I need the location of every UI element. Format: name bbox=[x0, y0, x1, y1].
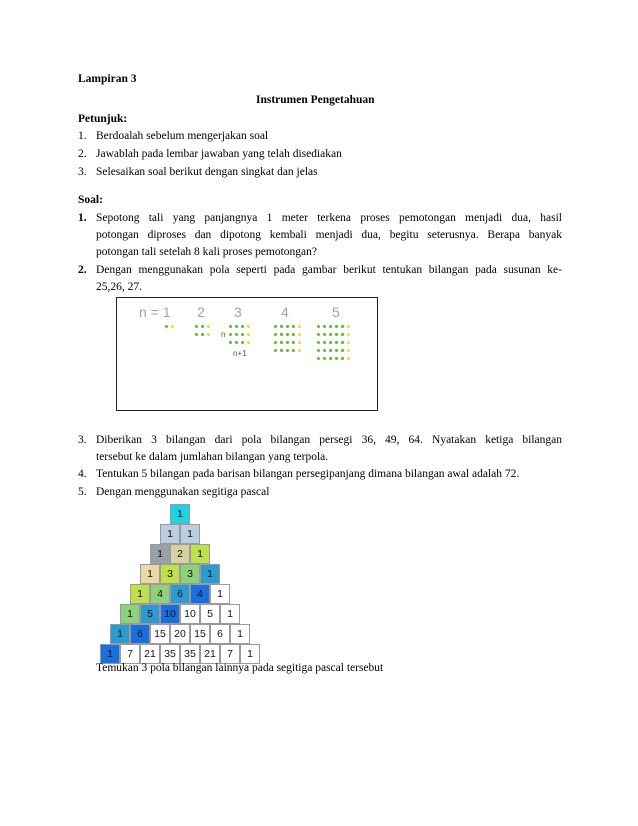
q4-num: 4. bbox=[78, 468, 87, 480]
pascal-cell: 2 bbox=[170, 544, 190, 564]
pascal-cell: 1 bbox=[100, 644, 120, 664]
pattern-dot bbox=[274, 325, 277, 328]
pattern-dot bbox=[247, 333, 250, 336]
pascal-cell: 1 bbox=[200, 564, 220, 584]
pattern-annot-n1: n+1 bbox=[233, 349, 247, 358]
pattern-dot bbox=[347, 357, 350, 360]
pascal-cell: 35 bbox=[160, 644, 180, 664]
pattern-dot bbox=[317, 333, 320, 336]
pattern-dot bbox=[201, 333, 204, 336]
dot-pattern-figure bbox=[116, 297, 378, 411]
pascal-cell: 21 bbox=[200, 644, 220, 664]
pattern-dot bbox=[292, 341, 295, 344]
pattern-label-n1: n = 1 bbox=[139, 304, 171, 320]
pascal-cell: 1 bbox=[110, 624, 130, 644]
q4-text: Tentukan 5 bilangan pada barisan bilangan persegipanjang dimana bilangan awal adalah 72. bbox=[96, 468, 520, 480]
pascal-cell: 4 bbox=[190, 584, 210, 604]
pascal-cell: 1 bbox=[230, 624, 250, 644]
pattern-dot bbox=[229, 341, 232, 344]
pattern-dot bbox=[329, 341, 332, 344]
petunjuk-num-3: 3. bbox=[78, 166, 87, 178]
pattern-dot bbox=[274, 349, 277, 352]
pascal-cell: 1 bbox=[120, 604, 140, 624]
pattern-dot bbox=[241, 341, 244, 344]
petunjuk-num-1: 1. bbox=[78, 130, 87, 142]
q1-line-2: potongan diproses dan dipotong kembali menjadi dua, begitu seterusnya. Berapa banyak bbox=[96, 229, 562, 241]
pattern-dot bbox=[298, 325, 301, 328]
pattern-dot bbox=[298, 341, 301, 344]
pascal-cell: 1 bbox=[210, 584, 230, 604]
pascal-cell: 7 bbox=[120, 644, 140, 664]
pattern-dot bbox=[323, 341, 326, 344]
pattern-dot bbox=[292, 325, 295, 328]
pascal-cell: 3 bbox=[160, 564, 180, 584]
pascal-cell: 6 bbox=[210, 624, 230, 644]
pattern-dot bbox=[335, 349, 338, 352]
pascal-cell: 7 bbox=[220, 644, 240, 664]
pattern-dot bbox=[335, 333, 338, 336]
pattern-dot bbox=[286, 349, 289, 352]
pattern-dot bbox=[323, 357, 326, 360]
pattern-dot bbox=[341, 325, 344, 328]
pascal-cell: 20 bbox=[170, 624, 190, 644]
pattern-dot bbox=[171, 325, 174, 328]
pattern-dot bbox=[241, 333, 244, 336]
q5-followup: Temukan 3 pola bilangan lainnya pada segitiga pascal tersebut bbox=[96, 662, 384, 674]
q3-line-2: tersebut ke dalam jumlahan bilangan yang terpola. bbox=[96, 451, 329, 463]
pattern-dot bbox=[292, 333, 295, 336]
pattern-dot bbox=[329, 325, 332, 328]
q5-text: Dengan menggunakan segitiga pascal bbox=[96, 486, 270, 498]
pattern-dot bbox=[280, 325, 283, 328]
petunjuk-item-1: Berdoalah sebelum mengerjakan soal bbox=[96, 130, 269, 142]
pattern-label-2: 2 bbox=[197, 304, 205, 320]
q1-line-3: potongan tali setelah 8 kali proses pemotongan? bbox=[96, 246, 317, 258]
pattern-label-3: 3 bbox=[234, 304, 242, 320]
pascal-cell: 3 bbox=[180, 564, 200, 584]
pattern-dot bbox=[286, 325, 289, 328]
pattern-dot bbox=[247, 341, 250, 344]
pattern-dot bbox=[286, 341, 289, 344]
pascal-cell: 1 bbox=[180, 524, 200, 544]
pascal-cell: 1 bbox=[240, 644, 260, 664]
q3-num: 3. bbox=[78, 434, 87, 446]
pattern-dot bbox=[274, 341, 277, 344]
pascal-cell: 1 bbox=[170, 504, 190, 524]
pattern-label-4: 4 bbox=[281, 304, 289, 320]
pascal-cell: 1 bbox=[150, 544, 170, 564]
pattern-dot bbox=[329, 349, 332, 352]
pattern-dot bbox=[317, 325, 320, 328]
pattern-dot bbox=[329, 357, 332, 360]
pattern-dot bbox=[195, 333, 198, 336]
pattern-dot bbox=[201, 325, 204, 328]
pattern-dot bbox=[195, 325, 198, 328]
pattern-dot bbox=[298, 349, 301, 352]
q1-line-1: Sepotong tali yang panjangnya 1 meter terkena proses pemotongan menjadi dua, hasil bbox=[96, 212, 562, 224]
pattern-dot bbox=[317, 341, 320, 344]
pascal-cell: 1 bbox=[190, 544, 210, 564]
q2-line-2: 25,26, 27. bbox=[96, 281, 142, 293]
q3-line-1: Diberikan 3 bilangan dari pola bilangan persegi 36, 49, 64. Nyatakan ketiga bilangan bbox=[96, 434, 562, 446]
document-title: Instrumen Pengetahuan bbox=[256, 94, 375, 106]
pascal-cell: 1 bbox=[130, 584, 150, 604]
pascal-cell: 1 bbox=[160, 524, 180, 544]
pattern-dot bbox=[347, 333, 350, 336]
pattern-dot bbox=[341, 341, 344, 344]
pattern-dot bbox=[317, 357, 320, 360]
pattern-dot bbox=[207, 325, 210, 328]
pattern-dot bbox=[207, 333, 210, 336]
pascal-cell: 15 bbox=[190, 624, 210, 644]
petunjuk-item-2: Jawablah pada lembar jawaban yang telah disediakan bbox=[96, 148, 342, 160]
pattern-dot bbox=[229, 325, 232, 328]
pascal-cell: 4 bbox=[150, 584, 170, 604]
pascal-cell: 5 bbox=[200, 604, 220, 624]
petunjuk-item-3: Selesaikan soal berikut dengan singkat dan jelas bbox=[96, 166, 318, 178]
pascal-cell: 10 bbox=[160, 604, 180, 624]
pattern-dot bbox=[341, 357, 344, 360]
pascal-cell: 15 bbox=[150, 624, 170, 644]
pattern-dot bbox=[280, 341, 283, 344]
pattern-dot bbox=[335, 341, 338, 344]
pascal-cell: 6 bbox=[130, 624, 150, 644]
pascal-cell: 35 bbox=[180, 644, 200, 664]
pattern-dot bbox=[341, 349, 344, 352]
pattern-dot bbox=[241, 325, 244, 328]
lampiran-label: Lampiran 3 bbox=[78, 73, 137, 85]
pattern-dot bbox=[229, 333, 232, 336]
pattern-dot bbox=[323, 333, 326, 336]
q2-num: 2. bbox=[78, 264, 87, 276]
pattern-dot bbox=[335, 357, 338, 360]
pattern-annot-n: n bbox=[221, 330, 226, 339]
pattern-dot bbox=[235, 333, 238, 336]
pattern-label-5: 5 bbox=[332, 304, 340, 320]
petunjuk-heading: Petunjuk: bbox=[78, 113, 128, 125]
pattern-dot bbox=[286, 333, 289, 336]
pattern-dot bbox=[323, 349, 326, 352]
q2-line-1: Dengan menggunakan pola seperti pada gambar berikut tentukan bilangan pada susunan ke- bbox=[96, 264, 562, 276]
pattern-dot bbox=[280, 349, 283, 352]
pascal-cell: 1 bbox=[220, 604, 240, 624]
pattern-dot bbox=[274, 333, 277, 336]
pattern-dot bbox=[292, 349, 295, 352]
pascal-cell: 10 bbox=[180, 604, 200, 624]
pattern-dot bbox=[235, 341, 238, 344]
pattern-dot bbox=[235, 325, 238, 328]
pattern-dot bbox=[347, 325, 350, 328]
pascal-cell: 6 bbox=[170, 584, 190, 604]
pascal-cell: 21 bbox=[140, 644, 160, 664]
pattern-dot bbox=[335, 325, 338, 328]
pattern-dot bbox=[165, 325, 168, 328]
pattern-dot bbox=[347, 349, 350, 352]
pattern-dot bbox=[329, 333, 332, 336]
pascal-cell: 5 bbox=[140, 604, 160, 624]
q5-num: 5. bbox=[78, 486, 87, 498]
pattern-dot bbox=[347, 341, 350, 344]
pattern-dot bbox=[247, 325, 250, 328]
pascal-cell: 1 bbox=[140, 564, 160, 584]
pattern-dot bbox=[323, 325, 326, 328]
pattern-dot bbox=[280, 333, 283, 336]
soal-heading: Soal: bbox=[78, 194, 103, 206]
pattern-dot bbox=[298, 333, 301, 336]
pattern-dot bbox=[317, 349, 320, 352]
pattern-dot bbox=[341, 333, 344, 336]
petunjuk-num-2: 2. bbox=[78, 148, 87, 160]
q1-num: 1. bbox=[78, 212, 87, 224]
